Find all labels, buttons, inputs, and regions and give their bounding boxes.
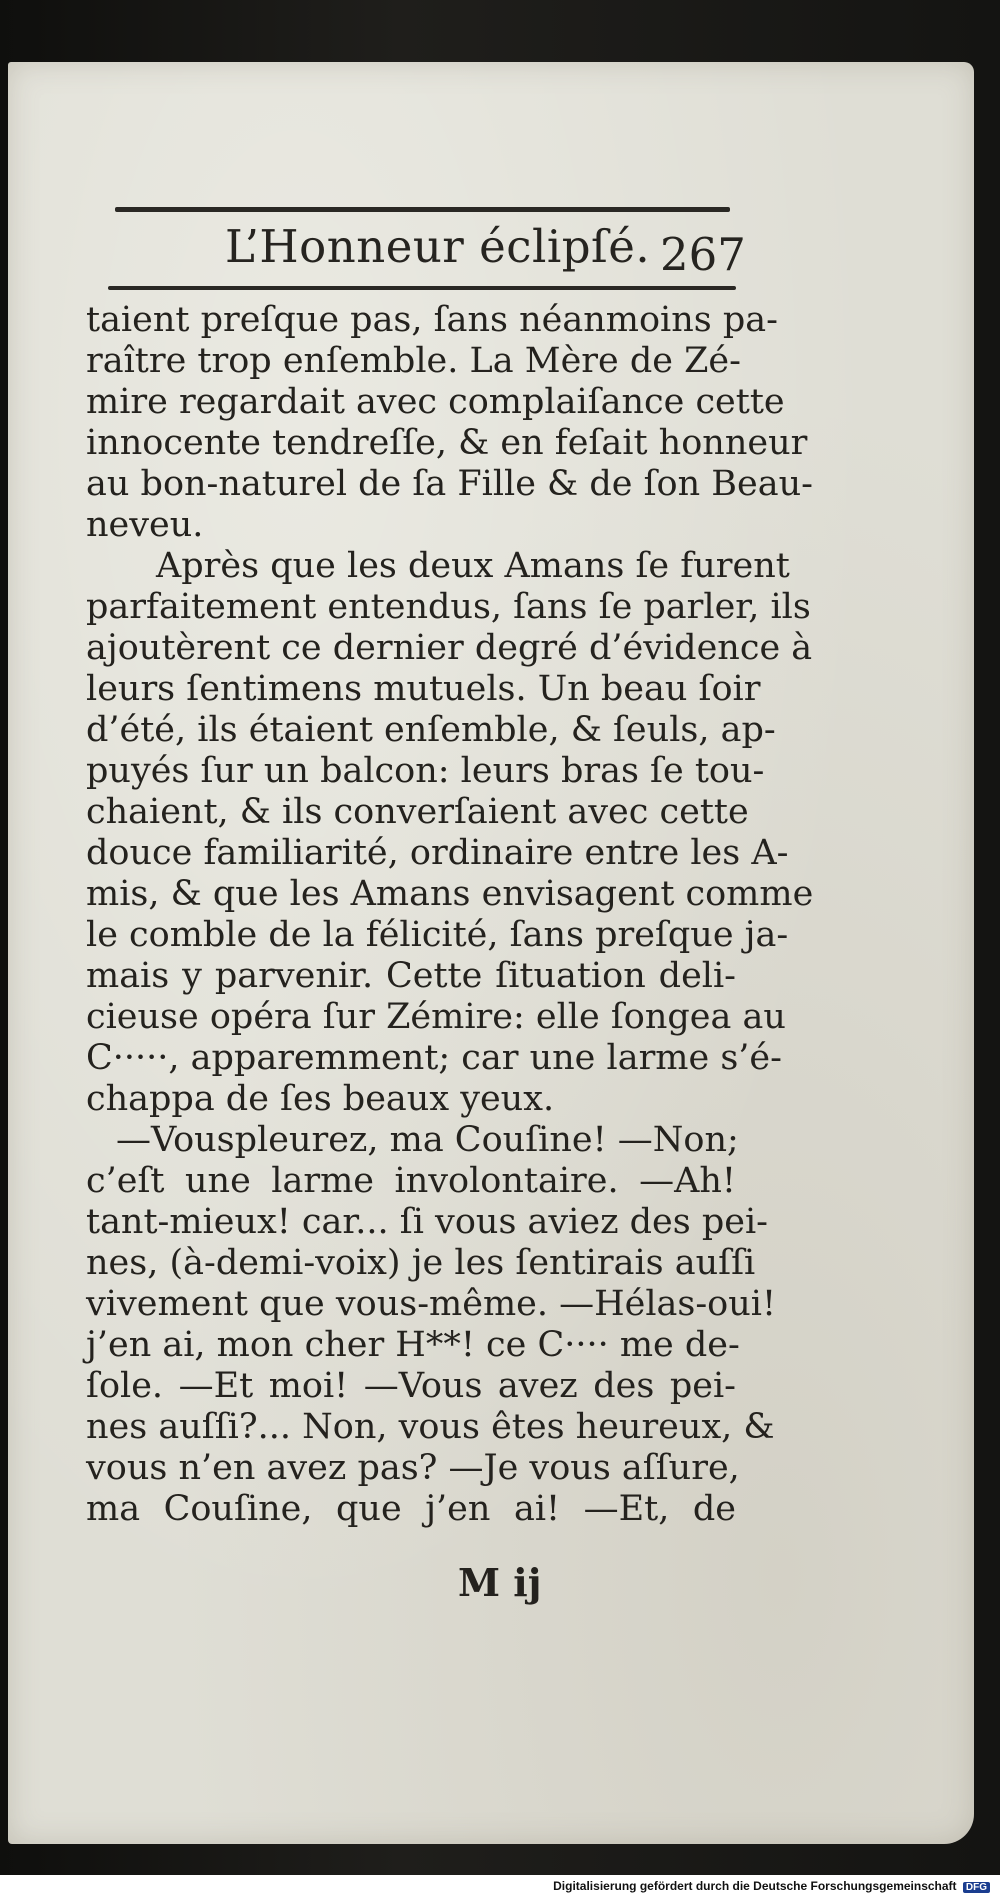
text-line: parfaitement entendus, ſans ſe parler, ils <box>86 587 811 627</box>
header-rule-top <box>115 207 730 212</box>
text-line: le comble de la félicité, ſans preſque ja- <box>86 915 789 955</box>
text-line: douce familiarité, ordinaire entre les A- <box>86 833 789 873</box>
body-text <box>86 300 814 1530</box>
text-line: —Vouspleurez, ma Couſine! —Non; <box>116 1120 739 1160</box>
text-line: mire regardait avec complaiſance cette <box>86 382 785 422</box>
signature-mark: M ij <box>458 1560 542 1605</box>
text-line: tant-mieux! car... ſi vous aviez des pei- <box>86 1202 768 1242</box>
text-line: vous n’en avez pas? —Je vous aſſure, <box>86 1448 740 1488</box>
text-line: mais y parvenir. Cette ſituation deli- <box>86 956 736 996</box>
text-line: au bon-naturel de ſa Fille & de ſon Beau- <box>86 464 813 504</box>
text-line: ſole. —Et moi! —Vous avez des pei- <box>86 1366 736 1406</box>
text-line: nes, (à-demi-voix) je les ſentirais auſſi <box>86 1243 756 1283</box>
page-number: 267 <box>660 228 746 281</box>
footer-credit-wrap <box>553 1879 990 1893</box>
text-line: ma Couſine, que j’en ai! —Et, de <box>86 1489 736 1529</box>
text-line: nes auſſi?... Non, vous êtes heureux, & <box>86 1407 775 1447</box>
text-line: C·····, apparemment; car une larme s’é- <box>86 1038 782 1078</box>
header-rule-bottom <box>108 286 736 290</box>
text-line: d’été, ils étaient enſemble, & ſeuls, ap- <box>86 710 776 750</box>
text-line: leurs ſentimens mutuels. Un beau ſoir <box>86 669 761 709</box>
dfg-logo: DFG <box>963 1882 990 1893</box>
footer-credit: Digitalisierung gefördert durch die Deutsche Forschungsgemeinschaft <box>553 1879 957 1893</box>
text-line: ajoutèrent ce dernier degré d’évidence à <box>86 628 813 668</box>
text-line: cieuse opéra ſur Zémire: elle ſongea au <box>86 997 786 1037</box>
text-line: neveu. <box>86 505 204 545</box>
text-line: vivement que vous-même. —Hélas-oui! <box>86 1284 777 1324</box>
running-title: L’Honneur éclipſé. <box>225 220 651 273</box>
text-line: raître trop enſemble. La Mère de Zé- <box>86 341 741 381</box>
text-line: chaient, & ils converſaient avec cette <box>86 792 749 832</box>
text-line: c’eſt une larme involontaire. —Ah! <box>86 1161 736 1201</box>
text-line: Après que les deux Amans ſe furent <box>156 546 790 586</box>
text-line: taient preſque pas, ſans néanmoins pa- <box>86 300 778 340</box>
text-line: mis, & que les Amans envisagent comme <box>86 874 814 914</box>
text-line: innocente tendreſſe, & en feſait honneur <box>86 423 808 463</box>
text-line: chappa de ſes beaux yeux. <box>86 1079 555 1119</box>
text-line: puyés ſur un balcon: leurs bras ſe tou- <box>86 751 765 791</box>
text-line: j’en ai, mon cher H**! ce C···· me de- <box>86 1325 740 1365</box>
digitization-footer <box>0 1875 1000 1895</box>
